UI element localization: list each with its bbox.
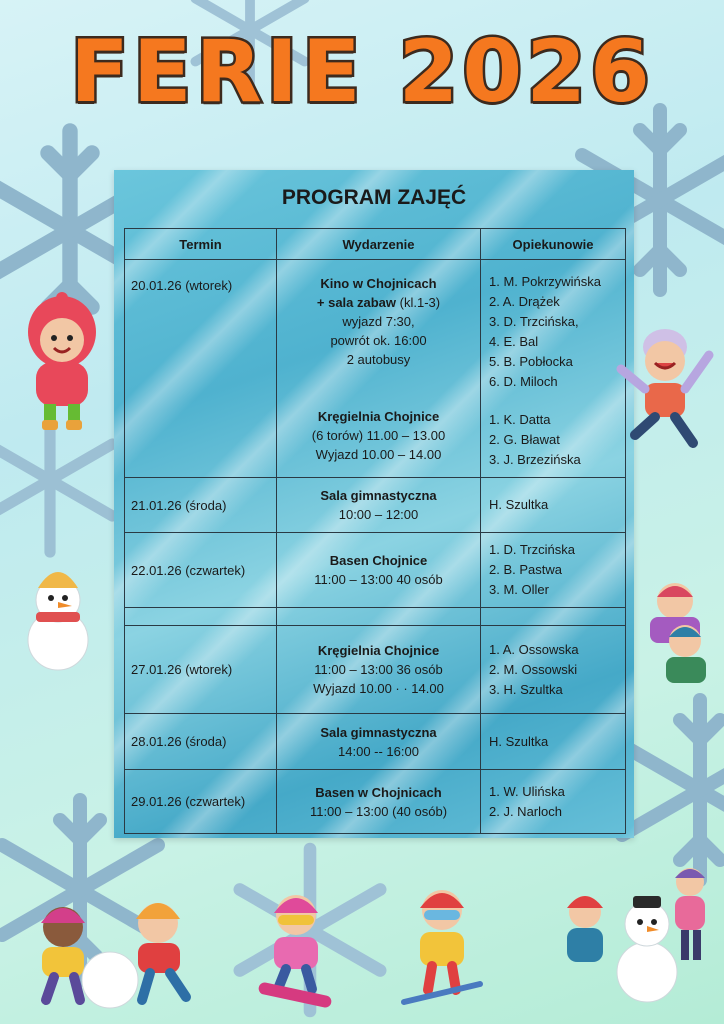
event-name: Sala gimnastyczna	[320, 724, 437, 740]
row-carers	[481, 478, 626, 533]
table-row	[125, 626, 626, 714]
row-date: 22.01.26 (czwartek)	[125, 533, 277, 608]
row-date: 27.01.26 (wtorek)	[125, 626, 277, 714]
event-name: Basen Chojnice	[329, 553, 428, 568]
header-wydarzenie: Wydarzenie	[277, 229, 481, 260]
row-carers	[481, 770, 626, 834]
schedule-table	[124, 228, 626, 834]
event-rest-part: (kl.1-3)	[396, 295, 441, 310]
carer-name: 4. E. Bal	[489, 334, 539, 349]
carer-name: 2. J. Narloch	[489, 803, 562, 819]
child-snowboard-illustration	[252, 885, 337, 1010]
table-row	[125, 260, 626, 478]
event-line: 2 autobusy	[346, 352, 411, 367]
header-termin: Termin	[125, 229, 277, 260]
spacer-cell	[481, 608, 626, 626]
event-line: (6 torów) 11.00 – 13.00	[311, 428, 446, 443]
carer-name: 2. M. Ossowski	[489, 661, 578, 677]
row-carers	[481, 260, 626, 478]
snowman-illustration	[18, 560, 98, 672]
table-header-row	[125, 229, 626, 260]
row-event	[277, 770, 481, 834]
event-line: wyjazd 7:30,	[342, 314, 415, 329]
carer-name: 1. M. Pokrzywińska	[489, 274, 601, 289]
row-event	[277, 626, 481, 714]
table-row	[125, 714, 626, 770]
carer-name: 3. M. Oller	[489, 582, 549, 597]
carer-name: 1. K. Datta	[489, 412, 551, 427]
spacer-cell	[125, 608, 277, 626]
row-carers	[481, 714, 626, 770]
row-date: 28.01.26 (środa)	[125, 714, 277, 770]
event-bold-part: + sala zabaw	[316, 295, 397, 310]
table-row	[125, 770, 626, 834]
row-event	[277, 714, 481, 770]
carer-name: 1. D. Trzcińska	[489, 542, 575, 557]
carer-name: 1. W. Ulińska	[489, 783, 565, 799]
table-row	[125, 533, 626, 608]
event-line: 14:00 -- 16:00	[338, 743, 419, 759]
carer-name: 1. A. Ossowska	[489, 641, 579, 657]
carer-name: 2. G. Bławat	[489, 432, 560, 447]
row-event	[277, 533, 481, 608]
child-red-coat-illustration	[22, 292, 102, 432]
table-row	[125, 478, 626, 533]
event-line: Wyjazd 10.00 · · 14.00	[313, 681, 444, 696]
program-title: PROGRAM ZAJĘĆ	[281, 186, 467, 209]
spacer-cell	[277, 608, 481, 626]
event-name: Kręgielnia Chojnice	[317, 643, 440, 658]
child-skiing-illustration	[398, 880, 488, 1010]
poster-title: FERIE 2026	[70, 22, 654, 122]
event-line: Wyjazd 10.00 – 14.00	[315, 447, 442, 462]
carer-name: 6. D. Miloch	[489, 374, 558, 389]
event-line	[278, 293, 479, 312]
row-event	[277, 260, 481, 478]
carer-name: H. Szultka	[489, 497, 549, 512]
carer-name: 3. J. Brzezińska	[489, 452, 581, 467]
children-snowball-illustration	[18, 885, 203, 1010]
row-date: 29.01.26 (czwartek)	[125, 770, 277, 834]
carer-name: H. Szultka	[489, 733, 549, 749]
child-jumping-illustration	[615, 325, 715, 455]
row-carers	[481, 626, 626, 714]
event-line: 11:00 – 13:00 36 osób	[314, 662, 443, 677]
program-board	[114, 170, 634, 838]
carer-name: 2. A. Drążek	[489, 294, 560, 309]
carer-name: 3. H. Szultka	[489, 681, 563, 697]
row-date: 20.01.26 (wtorek)	[125, 260, 277, 478]
carer-name: 3. D. Trzcińska,	[489, 314, 579, 329]
event-name: Kino w Chojnicach	[320, 276, 437, 291]
carer-name: 2. B. Pastwa	[489, 562, 562, 577]
row-event	[277, 478, 481, 533]
event-line: 11:00 – 13:00 (40 osób)	[309, 803, 448, 819]
event-line: powrót ok. 16:00	[330, 333, 427, 348]
event-line: 10:00 – 12:00	[338, 507, 419, 522]
header-opiekunowie: Opiekunowie	[481, 229, 626, 260]
event-name: Basen w Chojnicach	[315, 784, 442, 800]
event-line: 11:00 – 13:00 40 osób	[314, 572, 443, 587]
carer-name: 5. B. Pobłocka	[489, 354, 573, 369]
table-spacer-row	[125, 608, 626, 626]
row-carers	[481, 533, 626, 608]
children-building-snowman-illustration	[555, 860, 715, 1010]
children-sitting-illustration	[630, 575, 720, 690]
event-name: Kręgielnia Chojnice	[317, 409, 440, 424]
event-name: Sala gimnastyczna	[320, 488, 437, 503]
row-date: 21.01.26 (środa)	[125, 478, 277, 533]
